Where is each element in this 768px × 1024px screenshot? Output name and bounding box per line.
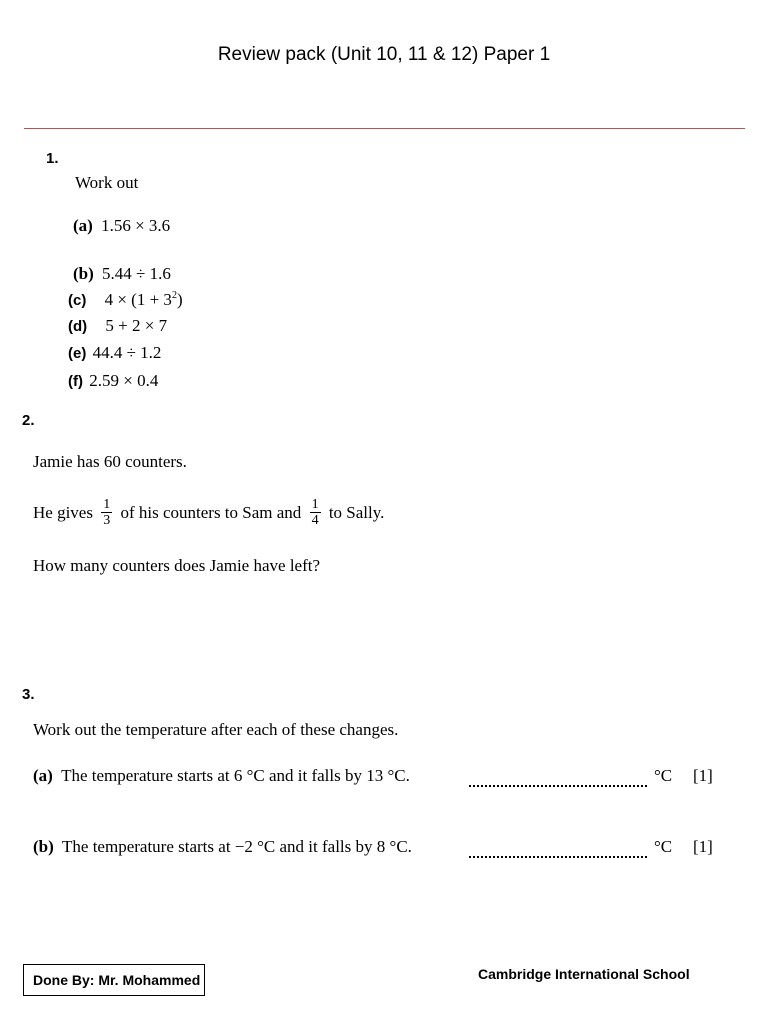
part-label: (b) <box>73 264 94 283</box>
question-2-line-3: How many counters does Jamie have left? <box>33 556 321 575</box>
question-3-number: 3. <box>22 686 35 703</box>
question-3-part-a <box>33 766 410 786</box>
part-label: (a) <box>73 216 93 235</box>
fraction-numerator: 1 <box>103 496 111 512</box>
part-text: The temperature starts at −2 °C and it falls by 8 °C. <box>62 837 412 856</box>
marks-label: [1] <box>693 837 713 856</box>
fraction-one-third <box>101 497 112 528</box>
school-name: Cambridge International School <box>478 966 690 982</box>
part-label: (b) <box>33 837 54 856</box>
fraction-numerator: 1 <box>311 496 319 512</box>
question-2-number: 2. <box>22 412 35 429</box>
part-expression: 5 + 2 × 7 <box>105 316 168 335</box>
part-label: (d) <box>68 318 88 335</box>
part-expression: 2.59 × 0.4 <box>89 371 159 390</box>
question-1-part-f <box>68 371 158 391</box>
question-2-line-1: Jamie has 60 counters. <box>33 452 187 471</box>
part-expression: 44.4 ÷ 1.2 <box>92 343 162 362</box>
fraction-denominator: 4 <box>311 512 319 528</box>
answer-line-b[interactable] <box>469 856 647 858</box>
question-3-part-b <box>33 837 412 857</box>
question-3-intro: Work out the temperature after each of these changes. <box>33 720 399 739</box>
page-title: Review pack (Unit 10, 11 & 12) Paper 1 <box>217 44 551 65</box>
question-1-part-a <box>73 216 170 236</box>
unit-label: °C <box>654 837 673 856</box>
author-box: Done By: Mr. Mohammed <box>23 964 205 996</box>
fraction-denominator: 3 <box>103 512 111 528</box>
fraction-one-quarter <box>310 497 321 528</box>
question-1-part-b <box>73 264 171 284</box>
text-segment: to Sally. <box>328 503 385 522</box>
exponent: 2 <box>171 290 177 301</box>
question-1-number: 1. <box>46 150 59 167</box>
question-2-line-2 <box>33 496 384 530</box>
part-expression-end: ) <box>176 290 183 309</box>
part-label: (f) <box>68 373 83 390</box>
marks-label: [1] <box>693 766 713 785</box>
answer-line-a[interactable] <box>469 785 647 787</box>
question-1-part-d <box>68 316 167 336</box>
unit-label: °C <box>654 766 673 785</box>
part-label: (a) <box>33 766 53 785</box>
part-expression: 4 × (1 + 3 <box>104 290 172 309</box>
question-1-intro: Work out <box>75 173 139 192</box>
part-label: (c) <box>68 292 87 309</box>
header-divider <box>24 128 745 129</box>
question-1-part-e <box>68 343 161 363</box>
part-text: The temperature starts at 6 °C and it falls by 13 °C. <box>61 766 410 785</box>
question-1-part-c <box>68 290 183 310</box>
text-segment: He gives <box>33 503 93 522</box>
part-label: (e) <box>68 345 87 362</box>
part-expression: 1.56 × 3.6 <box>101 216 171 235</box>
text-segment: of his counters to Sam and <box>120 503 302 522</box>
part-expression: 5.44 ÷ 1.6 <box>102 264 171 283</box>
